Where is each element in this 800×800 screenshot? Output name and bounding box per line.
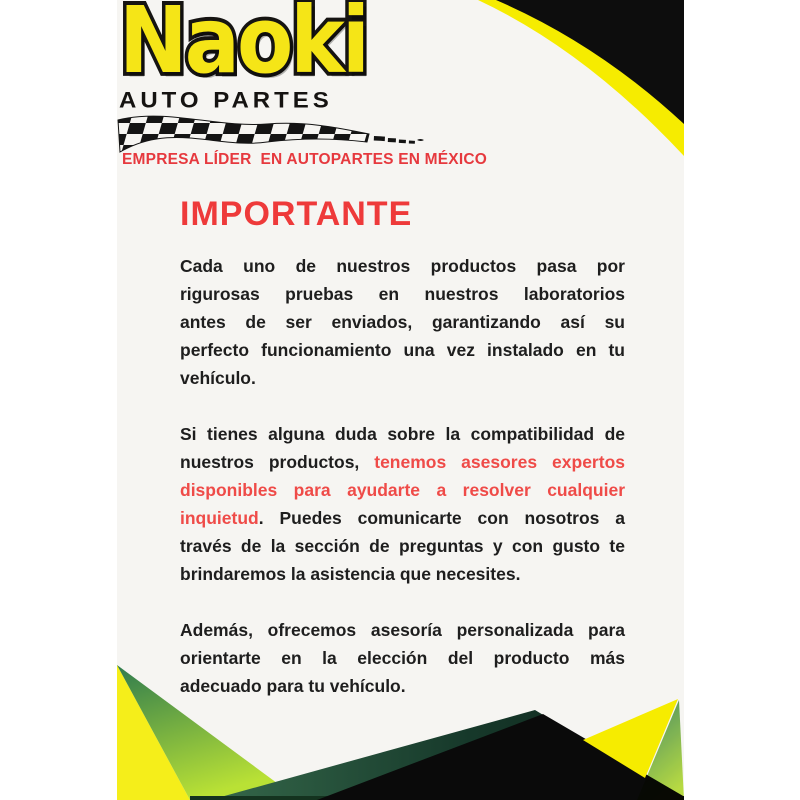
brand-tagline: EMPRESA LÍDER EN AUTOPARTES EN MÉXICO [122, 151, 488, 168]
text-segment: través de la sección de preguntas y con gusto te [180, 536, 625, 556]
text-segment: perfecto funcionamiento una vez instalado en tu [180, 340, 625, 360]
paragraph-line [180, 504, 625, 532]
paragraph-line [180, 252, 625, 280]
highlighted-text-segment: disponibles para ayudarte a resolver cualquier [180, 480, 625, 500]
paragraph-line [180, 336, 625, 364]
highlighted-text-segment: inquietud [180, 508, 259, 528]
text-segment: orientarte en la elección del producto más [180, 648, 625, 668]
text-segment: adecuado para tu vehículo. [180, 676, 406, 696]
text-segment: rigurosas pruebas en nuestros laboratorios [180, 284, 625, 304]
corner-swoosh-decoration [474, 0, 684, 160]
text-segment: brindaremos la asistencia que necesites. [180, 564, 521, 584]
bottom-triangles-decoration [117, 640, 684, 800]
paragraph [180, 252, 625, 392]
paragraph-line [180, 560, 625, 588]
paragraph-line [180, 532, 625, 560]
text-segment: . Puedes comunicarte con nosotros a [258, 508, 625, 528]
text-segment: antes de ser enviados, garantizando así su [180, 312, 625, 332]
text-segment: Si tienes alguna duda sobre la compatibilidad de [180, 424, 625, 444]
paragraph-line [180, 308, 625, 336]
text-segment: Además, ofrecemos asesoría personalizada para [180, 620, 625, 640]
brand-logo-subtext: AUTO PARTES [119, 88, 333, 113]
text-segment: Cada uno de nuestros productos pasa por [180, 256, 625, 276]
paragraph-line [180, 420, 625, 448]
paragraph-line [180, 448, 625, 476]
paragraph-line [180, 280, 625, 308]
importante-heading: IMPORTANTE [180, 195, 413, 233]
highlighted-text-segment: tenemos asesores expertos [374, 452, 625, 472]
paragraph [180, 420, 625, 588]
paragraph-line [180, 364, 625, 392]
text-segment: nuestros productos, [180, 452, 375, 472]
text-segment: vehículo. [180, 368, 256, 388]
paragraph-line [180, 476, 625, 504]
flyer [117, 0, 684, 800]
brand-logo: Naoki [119, 0, 367, 95]
